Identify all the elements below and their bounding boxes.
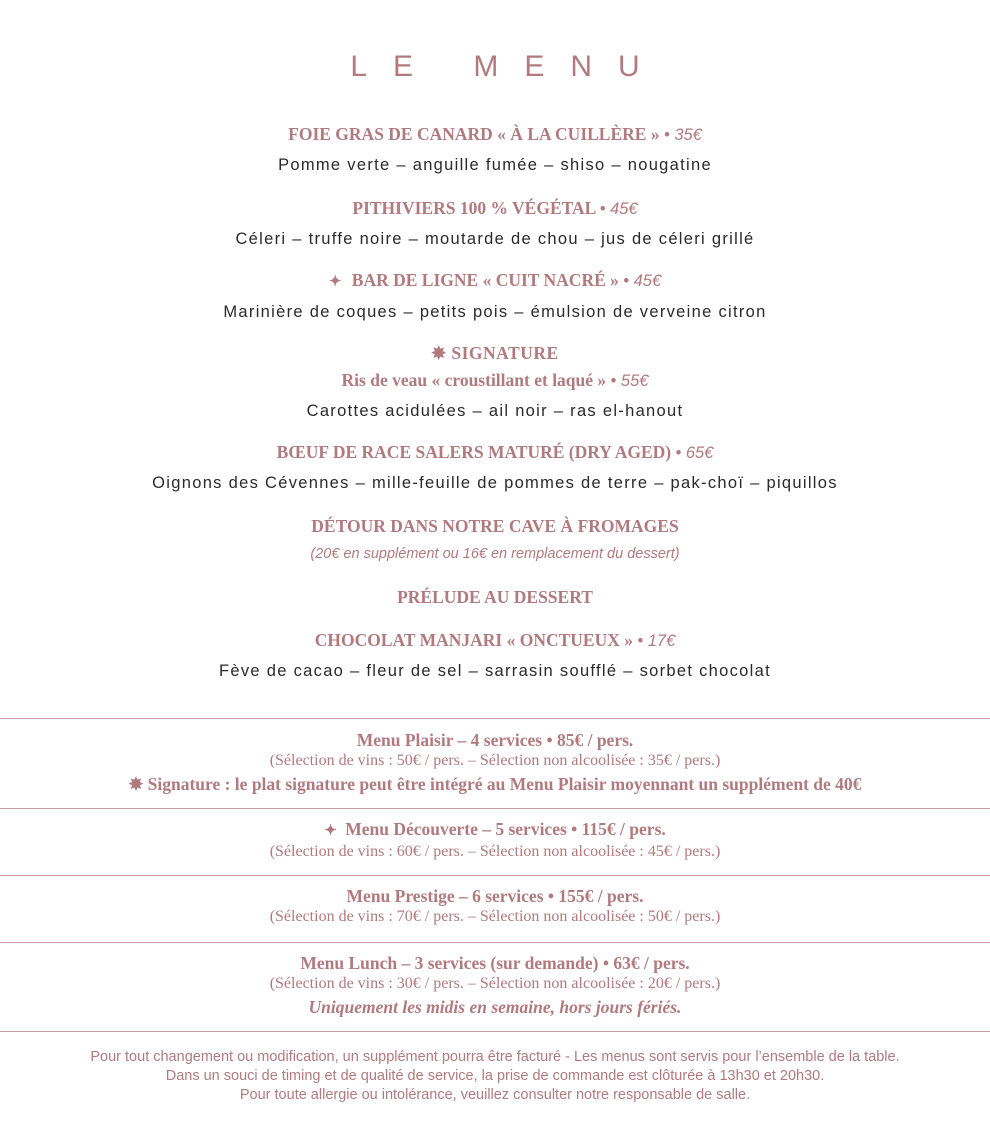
formula-lunch — [0, 952, 990, 1020]
formula-extra: Signature : le plat signature peut être intégré au Menu Plaisir moyennant un supplément de 40€ — [147, 774, 862, 794]
divider — [0, 875, 990, 876]
dish-signature — [0, 342, 990, 423]
footer-line: Dans un souci de timing et de qualité de service, la prise de commande est clôturée à 13h30 et 20h30. — [165, 1068, 825, 1084]
formula-decouverte — [0, 818, 990, 862]
dish-description: Céleri – truffe noire – moutarde de chou – jus de céleri grillé — [235, 230, 755, 248]
footer-line: Pour tout changement ou modification, un supplément pourra être facturé - Les menus sont servis pour l’ensemble de la table. — [90, 1049, 900, 1065]
dish-note: (20€ en supplément ou 16€ en remplacement du dessert) — [310, 546, 680, 562]
dish-cave-fromages — [0, 514, 990, 564]
dish-name: Ris de veau « croustillant et laqué » — [341, 370, 607, 390]
formula-name: Menu Découverte – 5 services • 115€ / pers. — [345, 819, 666, 839]
signature-label: SIGNATURE — [451, 343, 559, 363]
page-title: LE MENU — [350, 50, 666, 83]
signature-star-icon: ✸ — [431, 343, 447, 363]
dish-description: Oignons des Cévennes – mille-feuille de pommes de terre – pak-choï – piquillos — [152, 474, 838, 492]
formula-wines: (Sélection de vins : 30€ / pers. – Sélection non alcoolisée : 20€ / pers.) — [269, 975, 721, 992]
formula-wines: (Sélection de vins : 70€ / pers. – Sélection non alcoolisée : 50€ / pers.) — [269, 908, 721, 925]
sparkle-icon: ✦ — [328, 274, 342, 290]
footer-notes — [0, 1048, 990, 1105]
dish-price: • 45€ — [623, 272, 662, 290]
divider — [0, 808, 990, 809]
formula-extra: Uniquement les midis en semaine, hors jours fériés. — [308, 997, 682, 1017]
formula-prestige — [0, 885, 990, 927]
dish-pithiviers — [0, 196, 990, 251]
dish-name: PRÉLUDE AU DESSERT — [397, 587, 593, 607]
dish-price: • 65€ — [675, 444, 714, 462]
divider — [0, 942, 990, 943]
dish-foie-gras — [0, 122, 990, 177]
dish-price: • 45€ — [599, 200, 638, 218]
divider — [0, 1031, 990, 1032]
dish-name: BAR DE LIGNE « CUIT NACRÉ » — [351, 270, 619, 290]
dish-name: PITHIVIERS 100 % VÉGÉTAL — [352, 198, 596, 218]
dish-bar-de-ligne — [0, 268, 990, 324]
dish-price: • 17€ — [637, 632, 676, 650]
signature-star-icon: ✸ — [128, 774, 144, 794]
dish-description: Carottes acidulées – ail noir – ras el-hanout — [306, 402, 684, 420]
formula-name: Menu Lunch – 3 services (sur demande) • 63€ / pers. — [300, 953, 690, 973]
dish-name: BŒUF DE RACE SALERS MATURÉ (DRY AGED) — [276, 442, 672, 462]
dish-boeuf-salers — [0, 440, 990, 495]
formula-name: Menu Plaisir – 4 services • 85€ / pers. — [356, 730, 634, 750]
dish-description: Pomme verte – anguille fumée – shiso – nougatine — [278, 156, 712, 174]
dish-price: • 55€ — [610, 372, 649, 390]
dish-chocolat — [0, 628, 990, 683]
formula-wines: (Sélection de vins : 50€ / pers. – Sélection non alcoolisée : 35€ / pers.) — [269, 752, 721, 769]
divider — [0, 718, 990, 719]
formula-name: Menu Prestige – 6 services • 155€ / pers. — [346, 886, 644, 906]
dish-description: Marinière de coques – petits pois – émulsion de verveine citron — [223, 303, 767, 321]
dish-prelude-dessert — [0, 585, 990, 609]
formula-plaisir — [0, 729, 990, 797]
dish-name: CHOCOLAT MANJARI « ONCTUEUX » — [314, 630, 633, 650]
footer-line: Pour toute allergie ou intolérance, veuillez consulter notre responsable de salle. — [239, 1087, 751, 1103]
dish-description: Fève de cacao – fleur de sel – sarrasin soufflé – sorbet chocolat — [219, 662, 771, 680]
dish-name: FOIE GRAS DE CANARD « À LA CUILLÈRE » — [288, 124, 660, 144]
dish-price: • 35€ — [663, 126, 702, 144]
formula-wines: (Sélection de vins : 60€ / pers. – Sélection non alcoolisée : 45€ / pers.) — [269, 843, 721, 860]
dish-name: DÉTOUR DANS NOTRE CAVE À FROMAGES — [311, 516, 679, 536]
sparkle-icon: ✦ — [324, 823, 337, 839]
